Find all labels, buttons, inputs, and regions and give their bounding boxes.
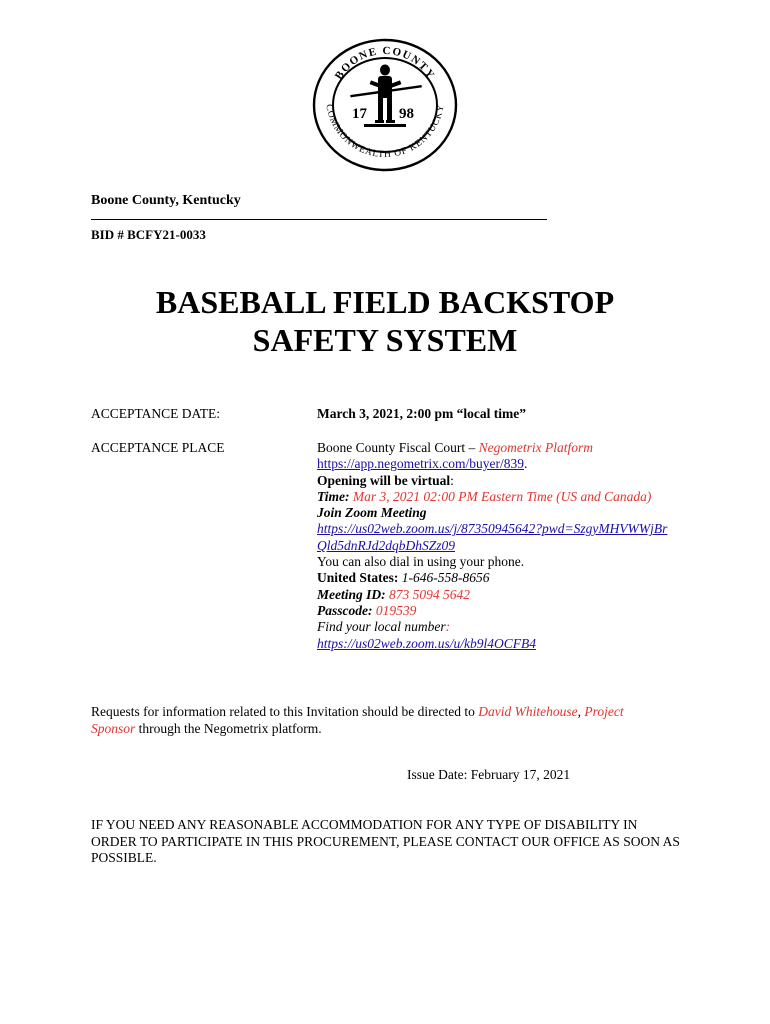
issue-date: Issue Date: February 17, 2021 [407,767,571,782]
svg-text:17: 17 [352,106,367,122]
acceptance-date-label: ACCEPTANCE DATE: [91,406,221,421]
acceptance-place-label: ACCEPTANCE PLACE [91,440,225,455]
passcode-value: 019539 [372,602,417,618]
county-heading: Boone County, Kentucky [91,193,241,208]
title-line-1: BASEBALL FIELD BACKSTOP [155,284,615,320]
acceptance-place-details [317,440,667,652]
bid-number: BID # BCFY21-0033 [91,227,206,242]
contact-name: David Whitehouse [478,704,578,719]
accommodation-notice: IF YOU NEED ANY REASONABLE ACCOMMODATION FOR ANY TYPE OF DISABILITY IN ORDER TO PARTICIPATE IN THIS PROCUREMENT, PLEASE CONTACT OUR OFFICE AS SOON AS POSSIBLE. [91,817,680,865]
us-phone: 1-646-558-8656 [398,570,490,586]
platform-url-line: https://app.negometrix.com/buyer/839. [317,456,528,472]
us-phone-line [317,570,667,586]
time-label: Time: [317,488,350,504]
dial-in-text: You can also dial in using your phone. [317,554,525,570]
meeting-id-label: Meeting ID: [317,586,386,602]
us-label: United States: [317,570,399,586]
zoom-heading: Join Zoom Meeting [317,505,427,521]
zoom-meeting-link[interactable]: https://us02web.zoom.us/j/87350945642?pwd=SzgyMHVWWjBr [317,521,668,537]
acceptance-date-value: March 3, 2021, 2:00 pm “local time” [317,406,526,421]
court-line [317,440,667,456]
passcode-line [317,603,667,619]
time-line [317,489,667,505]
county-seal-logo [312,38,458,172]
title-line-2: SAFETY SYSTEM [252,322,518,358]
zoom-meeting-link-cont[interactable]: Qld5dnRJd2dqbDhSZz09 [317,537,455,553]
local-number-link[interactable]: https://us02web.zoom.us/u/kb9l4OCFB4 [317,635,536,651]
meeting-id-line [317,587,667,603]
opening-text: Opening will be virtual [317,472,451,488]
court-name: Boone County Fiscal Court – [317,440,479,455]
contact-role: Project Sponsor [91,704,624,736]
local-number-label: Find your local number [317,619,446,635]
meeting-id-value: 873 5094 5642 [385,586,470,602]
time-value: Mar 3, 2021 02:00 PM Eastern Time (US and Canada) [349,488,652,504]
document-title [0,283,770,359]
header-divider [91,219,547,220]
local-number-line: Find your local number: [317,619,451,635]
svg-text:COMMONWEALTH OF KENTUCKY: COMMONWEALTH OF KENTUCKY [323,103,447,161]
passcode-label: Passcode: [317,602,373,618]
svg-text:BOONE COUNTY: BOONE COUNTY [332,44,438,82]
opening-line: Opening will be virtual: [317,472,454,488]
requests-paragraph: Requests for information related to this Invitation should be directed to David Whitehouse, Project Sponsor through the Negometrix platform. [91,704,624,736]
svg-text:98: 98 [399,106,414,122]
platform-name: Negometrix Platform [478,440,593,455]
platform-link[interactable]: https://app.negometrix.com/buyer/839 [317,456,524,472]
